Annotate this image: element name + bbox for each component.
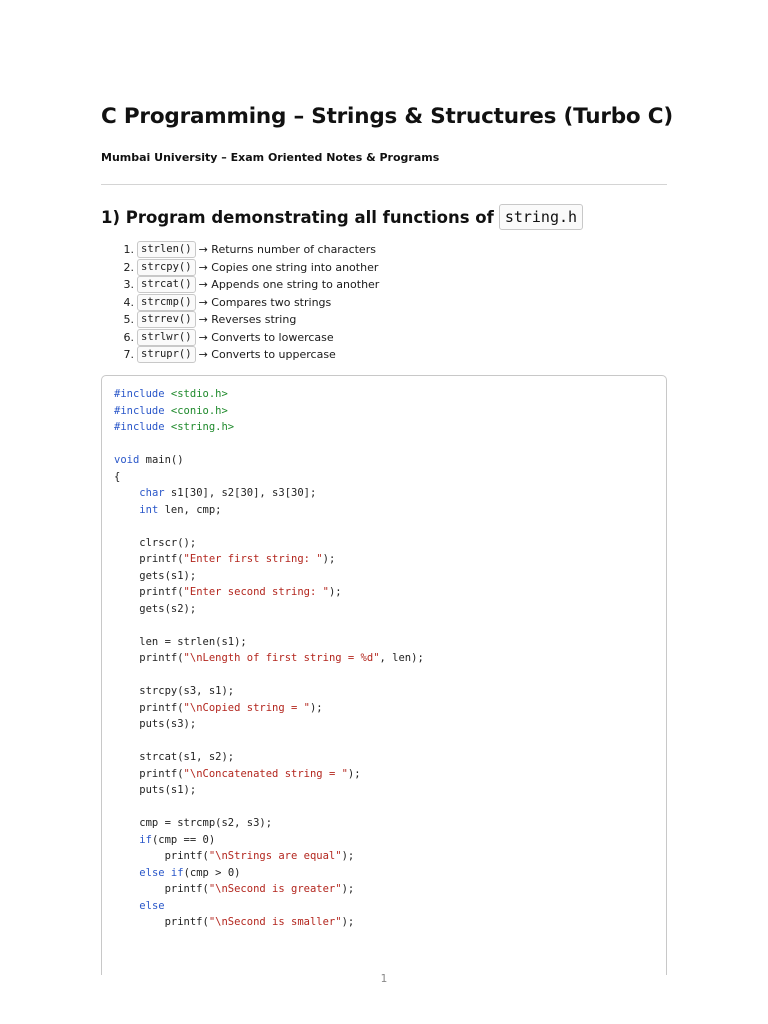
code-string: "\nLength of first string = %d" [183, 652, 380, 664]
code-text: puts(s1); [114, 784, 197, 796]
list-item [101, 276, 379, 294]
code-text: { [114, 470, 121, 483]
code-text: , len); [379, 652, 424, 664]
code-text: strcat(s1, s2); [114, 751, 235, 763]
function-description: → Copies one string into another [198, 260, 379, 274]
code-line [114, 403, 424, 420]
list-item [101, 329, 379, 347]
code-line [114, 584, 424, 601]
code-string: "\nStrings are equal" [208, 850, 342, 862]
code-text: printf( [114, 883, 209, 895]
code-line [114, 551, 424, 568]
code-line [114, 568, 424, 585]
code-text: len, cmp; [158, 503, 222, 516]
code-text: printf( [114, 586, 184, 598]
code-text: ); [322, 553, 336, 565]
code-keyword: else [139, 899, 165, 912]
code-line [114, 601, 424, 618]
code-line [114, 700, 424, 717]
code-keyword: #include [114, 388, 171, 400]
list-item-number: 3. [123, 278, 134, 292]
code-text: strcpy(s3, s1); [114, 685, 235, 697]
code-text: printf( [114, 850, 209, 862]
page-subtitle: Mumbai University – Exam Oriented Notes & Programs [101, 151, 440, 164]
function-name-code: strrev() [137, 311, 196, 328]
code-text [114, 504, 139, 516]
list-item-number: 4. [123, 295, 134, 309]
code-line [114, 848, 424, 865]
code-text: printf( [114, 701, 184, 714]
section-heading-code: string.h [499, 204, 583, 230]
code-text: clrscr(); [114, 536, 197, 549]
code-text: (cmp > 0) [183, 866, 241, 879]
code-text [114, 867, 139, 879]
code-line [114, 766, 424, 783]
function-description: → Converts to lowercase [198, 330, 334, 344]
code-text: printf( [114, 767, 184, 780]
function-name-code: strcpy() [137, 259, 196, 276]
code-string: "\nSecond is greater" [208, 883, 342, 895]
code-line [114, 749, 424, 766]
code-include-path: <conio.h> [170, 404, 228, 417]
code-line [114, 485, 424, 502]
code-include-path: <stdio.h> [170, 388, 228, 400]
code-text: ); [328, 586, 342, 598]
code-text: s1[30], s2[30], s3[30]; [164, 487, 317, 499]
function-description: → Reverses string [198, 313, 297, 327]
code-line [114, 865, 424, 882]
code-line [114, 436, 424, 453]
code-line [114, 881, 424, 898]
code-keyword: int [139, 503, 159, 516]
function-name-code: strlen() [137, 241, 196, 258]
code-line [114, 683, 424, 700]
code-text: ); [341, 883, 355, 895]
code-text: puts(s3); [114, 718, 197, 730]
code-lines [114, 386, 424, 931]
code-text: gets(s1); [114, 569, 197, 582]
code-line [114, 832, 424, 849]
code-keyword: #include [114, 421, 171, 433]
code-string: "Enter second string: " [183, 586, 329, 598]
section-heading [101, 204, 583, 230]
function-description: → Converts to uppercase [198, 348, 336, 362]
code-keyword: else if [139, 866, 184, 879]
code-line [114, 898, 424, 915]
function-list [101, 241, 379, 364]
code-line [114, 782, 424, 799]
code-text: gets(s2); [114, 602, 197, 615]
function-name-code: strupr() [137, 346, 196, 363]
code-line [114, 518, 424, 535]
code-line [114, 914, 424, 931]
section-heading-text: 1) Program demonstrating all functions of [101, 207, 494, 227]
code-keyword: void [114, 454, 140, 466]
code-text: ); [309, 701, 323, 714]
code-text: ); [341, 916, 355, 928]
code-string: "\nSecond is smaller" [208, 916, 342, 928]
code-text: printf( [114, 652, 184, 664]
code-line [114, 650, 424, 667]
code-line [114, 535, 424, 552]
list-item-number: 2. [123, 260, 134, 274]
code-block [101, 375, 667, 975]
list-item-number: 7. [123, 348, 134, 362]
code-line [114, 386, 424, 403]
list-item [101, 241, 379, 259]
code-line [114, 799, 424, 816]
code-line [114, 733, 424, 750]
function-description: → Appends one string to another [198, 278, 380, 292]
code-line [114, 502, 424, 519]
code-line [114, 452, 424, 469]
function-description: → Returns number of characters [198, 243, 376, 257]
code-text: len = strlen(s1); [114, 635, 247, 648]
code-string: "Enter first string: " [183, 553, 323, 565]
code-keyword: char [139, 487, 165, 499]
code-line [114, 469, 424, 486]
code-include-path: <string.h> [170, 421, 235, 433]
code-text [114, 900, 139, 912]
function-name-code: strcmp() [137, 294, 196, 311]
code-text: ); [347, 767, 361, 780]
code-text: printf( [114, 916, 209, 928]
list-item [101, 259, 379, 277]
code-string: "\nCopied string = " [183, 701, 310, 714]
code-keyword: #include [114, 404, 171, 417]
list-item [101, 311, 379, 329]
code-line [114, 716, 424, 733]
code-text: main() [139, 454, 184, 466]
list-item-number: 5. [123, 313, 134, 327]
code-text: (cmp == 0) [151, 833, 216, 846]
horizontal-divider [101, 184, 667, 185]
list-item [101, 294, 379, 312]
code-line [114, 634, 424, 651]
code-text: ); [341, 850, 355, 862]
function-description: → Compares two strings [198, 295, 332, 309]
code-line [114, 419, 424, 436]
code-text: printf( [114, 553, 184, 565]
code-text [114, 834, 139, 846]
function-name-code: strlwr() [137, 329, 196, 346]
function-name-code: strcat() [137, 276, 196, 293]
code-line [114, 667, 424, 684]
list-item-number: 1. [123, 243, 134, 257]
list-item-number: 6. [123, 330, 134, 344]
list-item [101, 346, 379, 364]
code-text: cmp = strcmp(s2, s3); [114, 817, 273, 829]
code-keyword: if [139, 833, 152, 846]
code-line [114, 815, 424, 832]
code-line [114, 617, 424, 634]
page-title: C Programming – Strings & Structures (Turbo C) [101, 104, 673, 129]
code-text [114, 487, 139, 499]
page-number: 1 [380, 973, 388, 985]
code-string: "\nConcatenated string = " [183, 767, 348, 780]
